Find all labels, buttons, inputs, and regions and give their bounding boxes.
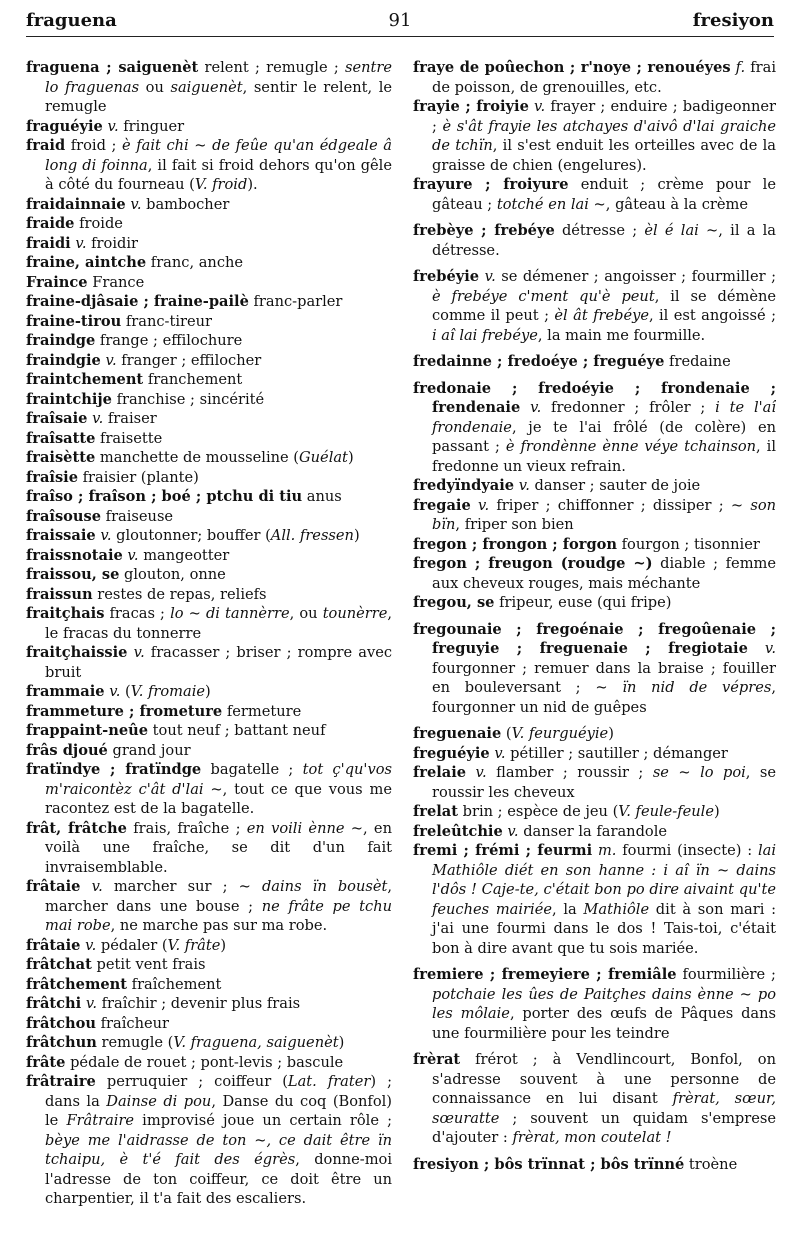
- entry-italic-text: Lat. frater: [287, 1073, 371, 1090]
- entry-text: froid ;: [65, 137, 123, 154]
- entry-headword: fratïndye ; fratïndge: [26, 761, 202, 778]
- dictionary-entry: [26, 331, 392, 351]
- entry-italic-text: V. froid: [194, 176, 248, 193]
- entry-text: , se roussir les cheveux: [432, 764, 776, 801]
- entry-headword: fraintchement: [26, 371, 144, 388]
- entry-italic-text: lo ~ di tannèrre: [170, 605, 290, 622]
- dictionary-entry: [413, 724, 776, 744]
- entry-text: , la: [551, 900, 584, 918]
- dictionary-entry: [413, 554, 776, 593]
- entry-text: relent ; remugle ;: [198, 59, 345, 76]
- entry-text: fraisette: [95, 429, 163, 447]
- entry-italic-text: Dainse di pou: [106, 1092, 212, 1110]
- entry-text: , fourgonner un nid de guêpes: [432, 679, 776, 716]
- dictionary-entry: [413, 841, 776, 958]
- entry-headword: frebèye ; frebéye: [413, 222, 555, 239]
- entry-headword: fraissun: [26, 585, 93, 603]
- entry-text: ): [608, 725, 614, 742]
- entry-headword: fregaie: [413, 496, 471, 514]
- dictionary-entry: [26, 136, 392, 195]
- entry-headword: fraid: [26, 137, 66, 154]
- dictionary-entry: [26, 936, 392, 956]
- entry-text: (: [501, 725, 512, 742]
- entry-text: bambocher: [141, 195, 230, 213]
- dictionary-entry: [26, 585, 392, 605]
- dictionary-entry: [26, 877, 392, 936]
- entry-italic-text: v.: [107, 117, 119, 135]
- entry-text: fourgonner ; remuer dans la braise ; fouiller en bouleversant ;: [432, 659, 776, 696]
- entry-headword: fraide: [26, 215, 75, 232]
- entry-headword: fredainne ; fredoéye ; freguéye: [413, 353, 665, 370]
- entry-headword: fraîsouse: [26, 507, 102, 525]
- entry-italic-text: è frondènne ènne véye tchainson: [505, 438, 757, 455]
- dictionary-entry: [26, 955, 392, 975]
- entry-text: friper ; chiffonner ; dissiper ;: [489, 496, 731, 514]
- entry-text: franc, anche: [146, 254, 244, 271]
- dictionary-entry: [26, 370, 392, 390]
- entry-text: marcher sur ;: [102, 878, 239, 895]
- entry-italic-text: ne frâte pe tchu mai robe: [45, 897, 392, 934]
- dictionary-entry: [413, 802, 776, 822]
- entry-text: , il s'est enduit les orteilles avec de la graisse de chien (engelures).: [432, 137, 776, 174]
- entry-text: ): [713, 803, 720, 820]
- entry-headword: frelat: [413, 803, 458, 820]
- dictionary-entry: [26, 253, 392, 273]
- entry-italic-text: v.: [105, 351, 117, 369]
- entry-text: gloutonner; bouffer (: [111, 527, 271, 544]
- dictionary-entry: [413, 822, 776, 842]
- entry-text: franger ; effilocher: [116, 351, 262, 369]
- entry-headword: fraisètte: [26, 449, 96, 466]
- entry-headword: frammaie: [26, 683, 105, 700]
- entry-text: restes de repas, reliefs: [92, 585, 267, 603]
- entry-text: anus: [302, 488, 342, 505]
- dictionary-entry: [26, 448, 392, 468]
- dictionary-entry: [26, 312, 392, 332]
- entry-text: brin ; espèce de jeu (: [458, 803, 619, 820]
- entry-headword: fraissou, se: [26, 566, 120, 583]
- entry-italic-text: è s'ât frayie les atchayes d'aivô d'lai graiche de tchïn: [432, 117, 776, 154]
- entry-italic-text: v.: [85, 995, 98, 1012]
- dictionary-entry: [26, 975, 392, 995]
- entry-headword: fremiere ; fremeyiere ; fremiâle: [413, 966, 677, 983]
- entry-italic-text: V. fraguena, saiguenèt: [173, 1034, 339, 1051]
- dictionary-entry: [26, 58, 392, 117]
- entry-text: franchement: [143, 371, 243, 388]
- entry-italic-text: totché en lai ~: [496, 195, 606, 213]
- entry-headword: frâte: [26, 1053, 66, 1071]
- entry-headword: fraîso ; fraîson ; boé ; ptchu di tiu: [26, 488, 303, 505]
- entry-italic-text: v.: [91, 878, 103, 895]
- dictionary-entry: [413, 175, 776, 214]
- entry-headword: frâtchi: [26, 995, 82, 1012]
- dictionary-entry: [413, 379, 776, 477]
- entry-headword: frâtaie: [26, 936, 81, 954]
- entry-headword: fraguena ; saiguenèt: [26, 59, 199, 76]
- entry-headword: fraye de poûechon ; r'noye ; renouéyes: [413, 59, 731, 76]
- dictionary-entry: [413, 97, 776, 175]
- entry-text: , il se démène comme il peut ;: [432, 287, 776, 324]
- entry-headword: fregon ; frongon ; forgon: [413, 535, 618, 553]
- entry-text: fredonner ; frôler ;: [541, 399, 716, 416]
- dictionary-entry: [26, 1053, 392, 1073]
- entry-italic-text: v.: [127, 546, 139, 564]
- entry-text: frayer ; enduire ; badigeonner ;: [432, 98, 776, 135]
- entry-text: manchette de mousseline (: [95, 449, 299, 466]
- entry-text: [471, 497, 478, 514]
- dictionary-entry: [26, 429, 392, 449]
- entry-text: pédale de rouet ; pont-levis ; bascule: [65, 1053, 344, 1071]
- entry-text: mangeotter: [138, 546, 230, 564]
- right-running-headword: fresiyon: [692, 10, 774, 31]
- entry-headword: frâtaie: [26, 878, 81, 895]
- entry-headword: fresiyon ; bôs trïnnat ; bôs trïnné: [413, 1155, 685, 1173]
- entry-headword: fraidainnaie: [26, 195, 126, 213]
- entry-text: dit à son mari : j'ai une fourmi dans le dos ! Tais-toi, c'était bon à dire avant que tu sois mariée.: [432, 900, 776, 957]
- entry-headword: fraissaie: [26, 527, 96, 544]
- entry-text: danser la farandole: [518, 822, 668, 840]
- entry-text: fraiser: [103, 410, 157, 427]
- entry-italic-text: lai Mathiôle diét en son hanne : i aî ïn ~ dains l'dôs ! Caje-te, c'était bon po dire aivaint qu'te feuches mairiée: [432, 842, 776, 918]
- entry-text: , Danse du coq (Bonfol) le: [45, 1092, 392, 1129]
- entry-headword: frâtraire: [26, 1073, 96, 1090]
- right-column: [413, 58, 776, 1248]
- entry-text: fringuer: [118, 117, 185, 135]
- dictionary-entry: [26, 409, 392, 429]
- left-running-headword: fraguena: [26, 10, 117, 31]
- entry-text: , marcher dans une bouse ;: [45, 878, 392, 915]
- entry-headword: fregon ; freugon (roudge ~): [413, 555, 653, 572]
- entry-text: fermeture: [222, 702, 302, 720]
- entry-text: , le fracas du tonnerre: [45, 605, 392, 642]
- entry-italic-text: bèye me l'aidrasse de ton ~, ce dait être ïn tchaipu, è t'é fait des égrès: [45, 1131, 392, 1168]
- entry-italic-text: V. fromaie: [130, 683, 206, 700]
- entry-text: ): [338, 1034, 345, 1051]
- entry-italic-text: se ~ lo poi: [652, 764, 746, 781]
- entry-headword: fremi ; frémi ; feurmi: [413, 842, 593, 859]
- entry-text: bagatelle ;: [201, 761, 303, 778]
- entry-italic-text: v.: [85, 936, 97, 954]
- entry-text: , il a la détresse.: [432, 222, 776, 259]
- entry-text: fripeur, euse (qui fripe): [494, 594, 672, 611]
- entry-text: flamber ; roussir ;: [486, 764, 653, 781]
- entry-text: France: [87, 273, 145, 291]
- entry-text: fourgon ; tisonnier: [617, 535, 760, 553]
- dictionary-entry: [413, 763, 776, 802]
- dictionary-entry: [413, 965, 776, 1043]
- entry-text: , ne marche pas sur ma robe.: [110, 917, 328, 934]
- entry-italic-text: v.: [530, 399, 542, 416]
- entry-text: fraîchir ; devenir plus frais: [97, 995, 301, 1012]
- dictionary-entry: [26, 507, 392, 527]
- entry-text: , il est angoissé ;: [648, 307, 776, 324]
- dictionary-entry: [413, 267, 776, 345]
- entry-italic-text: v.: [494, 744, 506, 762]
- entry-text: , il fait si froid dehors qu'on gêle à côté du fourneau (: [45, 156, 392, 193]
- entry-italic-text: v.: [75, 234, 87, 252]
- entry-text: troène: [684, 1155, 738, 1173]
- entry-italic-text: V. feurguéyie: [511, 725, 609, 742]
- dictionary-entry: [26, 1014, 392, 1034]
- entry-italic-text: v.: [475, 764, 487, 781]
- entry-text: ).: [247, 176, 258, 193]
- dictionary-entry: [26, 1072, 392, 1209]
- entry-text: , il fredonne un vieux refrain.: [432, 438, 776, 475]
- entry-headword: fraindge: [26, 332, 96, 349]
- entry-headword: fraidi: [26, 234, 71, 252]
- entry-text: glouton, onne: [119, 566, 226, 583]
- dictionary-entry: [26, 526, 392, 546]
- entry-headword: fraine, aintche: [26, 254, 147, 271]
- dictionary-entry: [26, 468, 392, 488]
- entry-text: (: [120, 683, 131, 700]
- entry-italic-text: m.: [597, 842, 617, 859]
- entry-italic-text: V. frâte: [167, 936, 221, 954]
- dictionary-entry: [26, 292, 392, 312]
- dictionary-entry: [413, 352, 776, 372]
- page-number: 91: [388, 10, 412, 31]
- dictionary-entry: [26, 760, 392, 819]
- entry-text: fraisier (plante): [78, 468, 199, 486]
- entry-italic-text: v.: [507, 822, 519, 840]
- entry-italic-text: en voili ènne ~: [246, 819, 364, 837]
- entry-italic-text: frèrat, mon coutelat !: [512, 1129, 672, 1146]
- entry-italic-text: v.: [484, 268, 496, 285]
- entry-headword: fregounaie ; fregoénaie ; fregoûenaie ; freguyie ; freguenaie ; fregiotaie: [413, 620, 776, 657]
- entry-text: fracasser ; briser ; rompre avec bruit: [45, 644, 392, 681]
- entry-italic-text: sentre lo fraguenas: [45, 59, 392, 96]
- left-column: [26, 58, 392, 1248]
- entry-headword: frayure ; froiyure: [413, 176, 569, 193]
- dictionary-entry: [26, 234, 392, 254]
- entry-headword: Fraince: [26, 273, 88, 291]
- entry-italic-text: v.: [130, 195, 142, 213]
- entry-headword: frayie ; froiyie: [413, 98, 529, 115]
- entry-text: , sentir le relent, le remugle: [45, 78, 392, 115]
- entry-headword: fraîsie: [26, 468, 79, 486]
- entry-headword: frâs djoué: [26, 741, 108, 759]
- entry-headword: frèrat: [413, 1051, 461, 1068]
- entry-text: franc-tireur: [121, 312, 212, 330]
- entry-headword: frebéyie: [413, 268, 480, 285]
- entry-headword: freguenaie: [413, 725, 502, 742]
- dictionary-entry: [413, 476, 776, 496]
- entry-text: fourmi (insecte) :: [616, 842, 758, 859]
- entry-text: danser ; sauter de joie: [529, 477, 701, 494]
- entry-text: froidir: [86, 234, 138, 252]
- entry-italic-text: è fait chi ~ de feûe qu'an édgeale â long di foinna: [45, 137, 392, 174]
- entry-text: fraîchement: [127, 975, 222, 993]
- entry-headword: fraguéyie: [26, 117, 103, 135]
- entry-text: [748, 640, 765, 657]
- entry-text: fracas ;: [104, 605, 171, 622]
- entry-italic-text: f.: [735, 59, 746, 76]
- entry-text: [466, 764, 475, 781]
- entry-italic-text: tot ç'qu'vos m'raicontèz c'ât d'lai ~: [45, 761, 392, 798]
- dictionary-entry: [26, 351, 392, 371]
- dictionary-entry: [26, 390, 392, 410]
- entry-italic-text: è frebéye c'ment qu'è peut: [432, 287, 655, 305]
- entry-text: ; souvent un quidam s'emprese d'ajouter :: [432, 1109, 776, 1146]
- entry-italic-text: V. feule-feule: [618, 803, 714, 820]
- dictionary-entry: [26, 487, 392, 507]
- entry-text: , gâteau à la crème: [605, 195, 748, 213]
- entry-italic-text: frèrat, sœur, sœuratte: [432, 1090, 776, 1127]
- entry-headword: fredyïndyaie: [413, 477, 515, 494]
- dictionary-entry: [413, 221, 776, 260]
- entry-text: froide: [74, 215, 123, 232]
- entry-italic-text: v.: [92, 410, 104, 427]
- page-header: [26, 6, 774, 37]
- entry-italic-text: ~ ïn nid de vépres: [595, 679, 772, 696]
- entry-text: se démener ; angoisser ; fourmiller ;: [495, 268, 776, 285]
- entry-text: frais, fraîche ;: [126, 819, 247, 837]
- entry-text: détresse ;: [554, 222, 645, 239]
- entry-headword: frelaie: [413, 764, 467, 781]
- entry-italic-text: saiguenèt: [170, 78, 243, 96]
- entry-italic-text: èl é lai ~: [644, 222, 719, 239]
- dictionary-entry: [413, 593, 776, 613]
- dictionary-entry: [26, 682, 392, 702]
- entry-text: enduit ; crème pour le gâteau ;: [432, 176, 776, 213]
- entry-text: [80, 878, 91, 895]
- dictionary-entry: [413, 58, 776, 97]
- entry-headword: fraintchije: [26, 390, 112, 408]
- entry-italic-text: tounèrre: [322, 605, 388, 622]
- entry-text: franchise ; sincérité: [111, 390, 265, 408]
- dictionary-entry: [26, 721, 392, 741]
- entry-italic-text: Frâtraire: [66, 1112, 135, 1129]
- entry-italic-text: v.: [100, 527, 112, 544]
- entry-italic-text: v.: [109, 683, 121, 700]
- entry-headword: freguéyie: [413, 744, 490, 762]
- dictionary-entry: [413, 744, 776, 764]
- entry-text: ) ; dans la: [45, 1073, 392, 1110]
- dictionary-entry: [26, 994, 392, 1014]
- dictionary-entry: [26, 546, 392, 566]
- dictionary-entry: [26, 643, 392, 682]
- entry-headword: fraîsatte: [26, 429, 96, 447]
- entry-text: ): [353, 527, 360, 544]
- entry-text: remugle (: [96, 1034, 174, 1051]
- entry-italic-text: All. fressen: [270, 527, 354, 544]
- entry-text: petit vent frais: [91, 956, 206, 973]
- entry-italic-text: ~ son bïn: [432, 496, 776, 533]
- entry-text: pédaler (: [96, 936, 168, 954]
- dictionary-entry: [413, 1050, 776, 1148]
- entry-italic-text: èl ât frebéye: [554, 307, 649, 324]
- entry-headword: frâtchou: [26, 1014, 97, 1032]
- entry-text: , ou: [289, 605, 323, 622]
- entry-text: , la main me fourmille.: [537, 326, 706, 344]
- entry-italic-text: v.: [534, 98, 546, 115]
- entry-headword: fraitçhaissie: [26, 644, 128, 661]
- entry-italic-text: v.: [477, 496, 490, 514]
- entry-text: ou: [139, 78, 171, 96]
- dictionary-entry: [26, 214, 392, 234]
- entry-text: frange ; effilochure: [95, 332, 243, 349]
- entry-text: fraîcheur: [96, 1014, 169, 1032]
- dictionary-entry: [26, 1033, 392, 1053]
- dictionary-entry: [413, 620, 776, 718]
- entry-text: , friper son bien: [455, 516, 574, 533]
- entry-italic-text: v.: [133, 644, 145, 661]
- entry-italic-text: i aî lai frebéye: [432, 326, 538, 344]
- dictionary-entry: [26, 273, 392, 293]
- entry-italic-text: i te l'aî frondenaie: [432, 399, 776, 436]
- entry-italic-text: ~ dains ïn bousèt: [238, 878, 388, 895]
- entry-text: , tout ce que vous me racontez est de la bagatelle.: [45, 780, 392, 817]
- entry-headword: fraitçhais: [26, 605, 105, 622]
- dictionary-entry: [26, 565, 392, 585]
- entry-headword: fraîsaie: [26, 410, 88, 427]
- dictionary-entry: [26, 702, 392, 722]
- entry-headword: frâtchun: [26, 1034, 97, 1051]
- entry-text: [520, 399, 530, 416]
- entry-text: ): [220, 936, 227, 954]
- dictionary-entry: [26, 819, 392, 878]
- entry-text: franc-parler: [248, 293, 343, 310]
- entry-headword: fredonaie ; fredoéyie ; frondenaie ; frendenaie: [413, 379, 776, 416]
- entry-text: frérot ; à Vendlincourt, Bonfol, on s'adresse souvent à une personne de connaissance en lui disant: [432, 1051, 776, 1107]
- dictionary-entry: [413, 496, 776, 535]
- entry-text: pétiller ; sautiller ; démanger: [505, 744, 728, 762]
- entry-italic-text: Guélat: [299, 449, 348, 466]
- entry-italic-text: v.: [518, 477, 530, 494]
- entry-headword: fraissnotaie: [26, 546, 123, 564]
- entry-text: , donne-moi l'adresse de ton coiffeur, ce doit être un charpentier, il t'a fait des escaliers.: [45, 1151, 392, 1207]
- entry-text: tout neuf ; battant neuf: [148, 722, 326, 739]
- entry-text: frai de poisson, de grenouilles, etc.: [432, 59, 776, 96]
- dictionary-entry: [413, 1155, 776, 1175]
- entry-text: , porter des œufs de Pâques dans une fourmilière pour les teindre: [432, 1005, 776, 1042]
- entry-headword: fraine-tirou: [26, 312, 122, 330]
- entry-text: fredaine: [664, 353, 731, 370]
- entry-text: , en voilà une fraîche, se dit d'un fait invraisemblable.: [45, 819, 392, 876]
- entry-text: improvisé joue un certain rôle ;: [134, 1112, 392, 1129]
- entry-italic-text: v.: [764, 640, 776, 657]
- entry-italic-text: potchaie les ûes de Paitçhes dains ènne ~ po les môlaie: [432, 985, 776, 1022]
- entry-text: perruquier ; coiffeur (: [95, 1073, 288, 1090]
- dictionary-entry: [26, 604, 392, 643]
- entry-headword: frâtchat: [26, 956, 92, 973]
- dictionary-entry: [413, 535, 776, 555]
- entry-text: grand jour: [107, 741, 191, 759]
- dictionary-entry: [26, 741, 392, 761]
- entry-text: diable ; femme aux cheveux rouges, mais méchante: [432, 555, 776, 592]
- entry-headword: frammeture ; frometure: [26, 702, 223, 720]
- entry-headword: frappaint-neûe: [26, 722, 149, 739]
- entry-text: fraiseuse: [101, 507, 174, 525]
- entry-headword: frâtchement: [26, 975, 128, 993]
- entry-headword: fregou, se: [413, 594, 495, 611]
- entry-headword: freleûtchie: [413, 822, 503, 840]
- dictionary-entry: [26, 117, 392, 137]
- entry-text: , je te l'ai frôlé (de colère) en passant ;: [432, 418, 776, 455]
- entry-text: ): [347, 449, 354, 466]
- entry-headword: frât, frâtche: [26, 819, 127, 837]
- entry-text: ): [205, 683, 211, 700]
- entry-headword: fraine-djâsaie ; fraine-pailè: [26, 293, 249, 310]
- dictionary-entry: [26, 195, 392, 215]
- entry-italic-text: Mathiôle: [583, 900, 650, 918]
- entry-text: fourmilière ;: [676, 966, 776, 983]
- entry-headword: fraindgie: [26, 351, 101, 369]
